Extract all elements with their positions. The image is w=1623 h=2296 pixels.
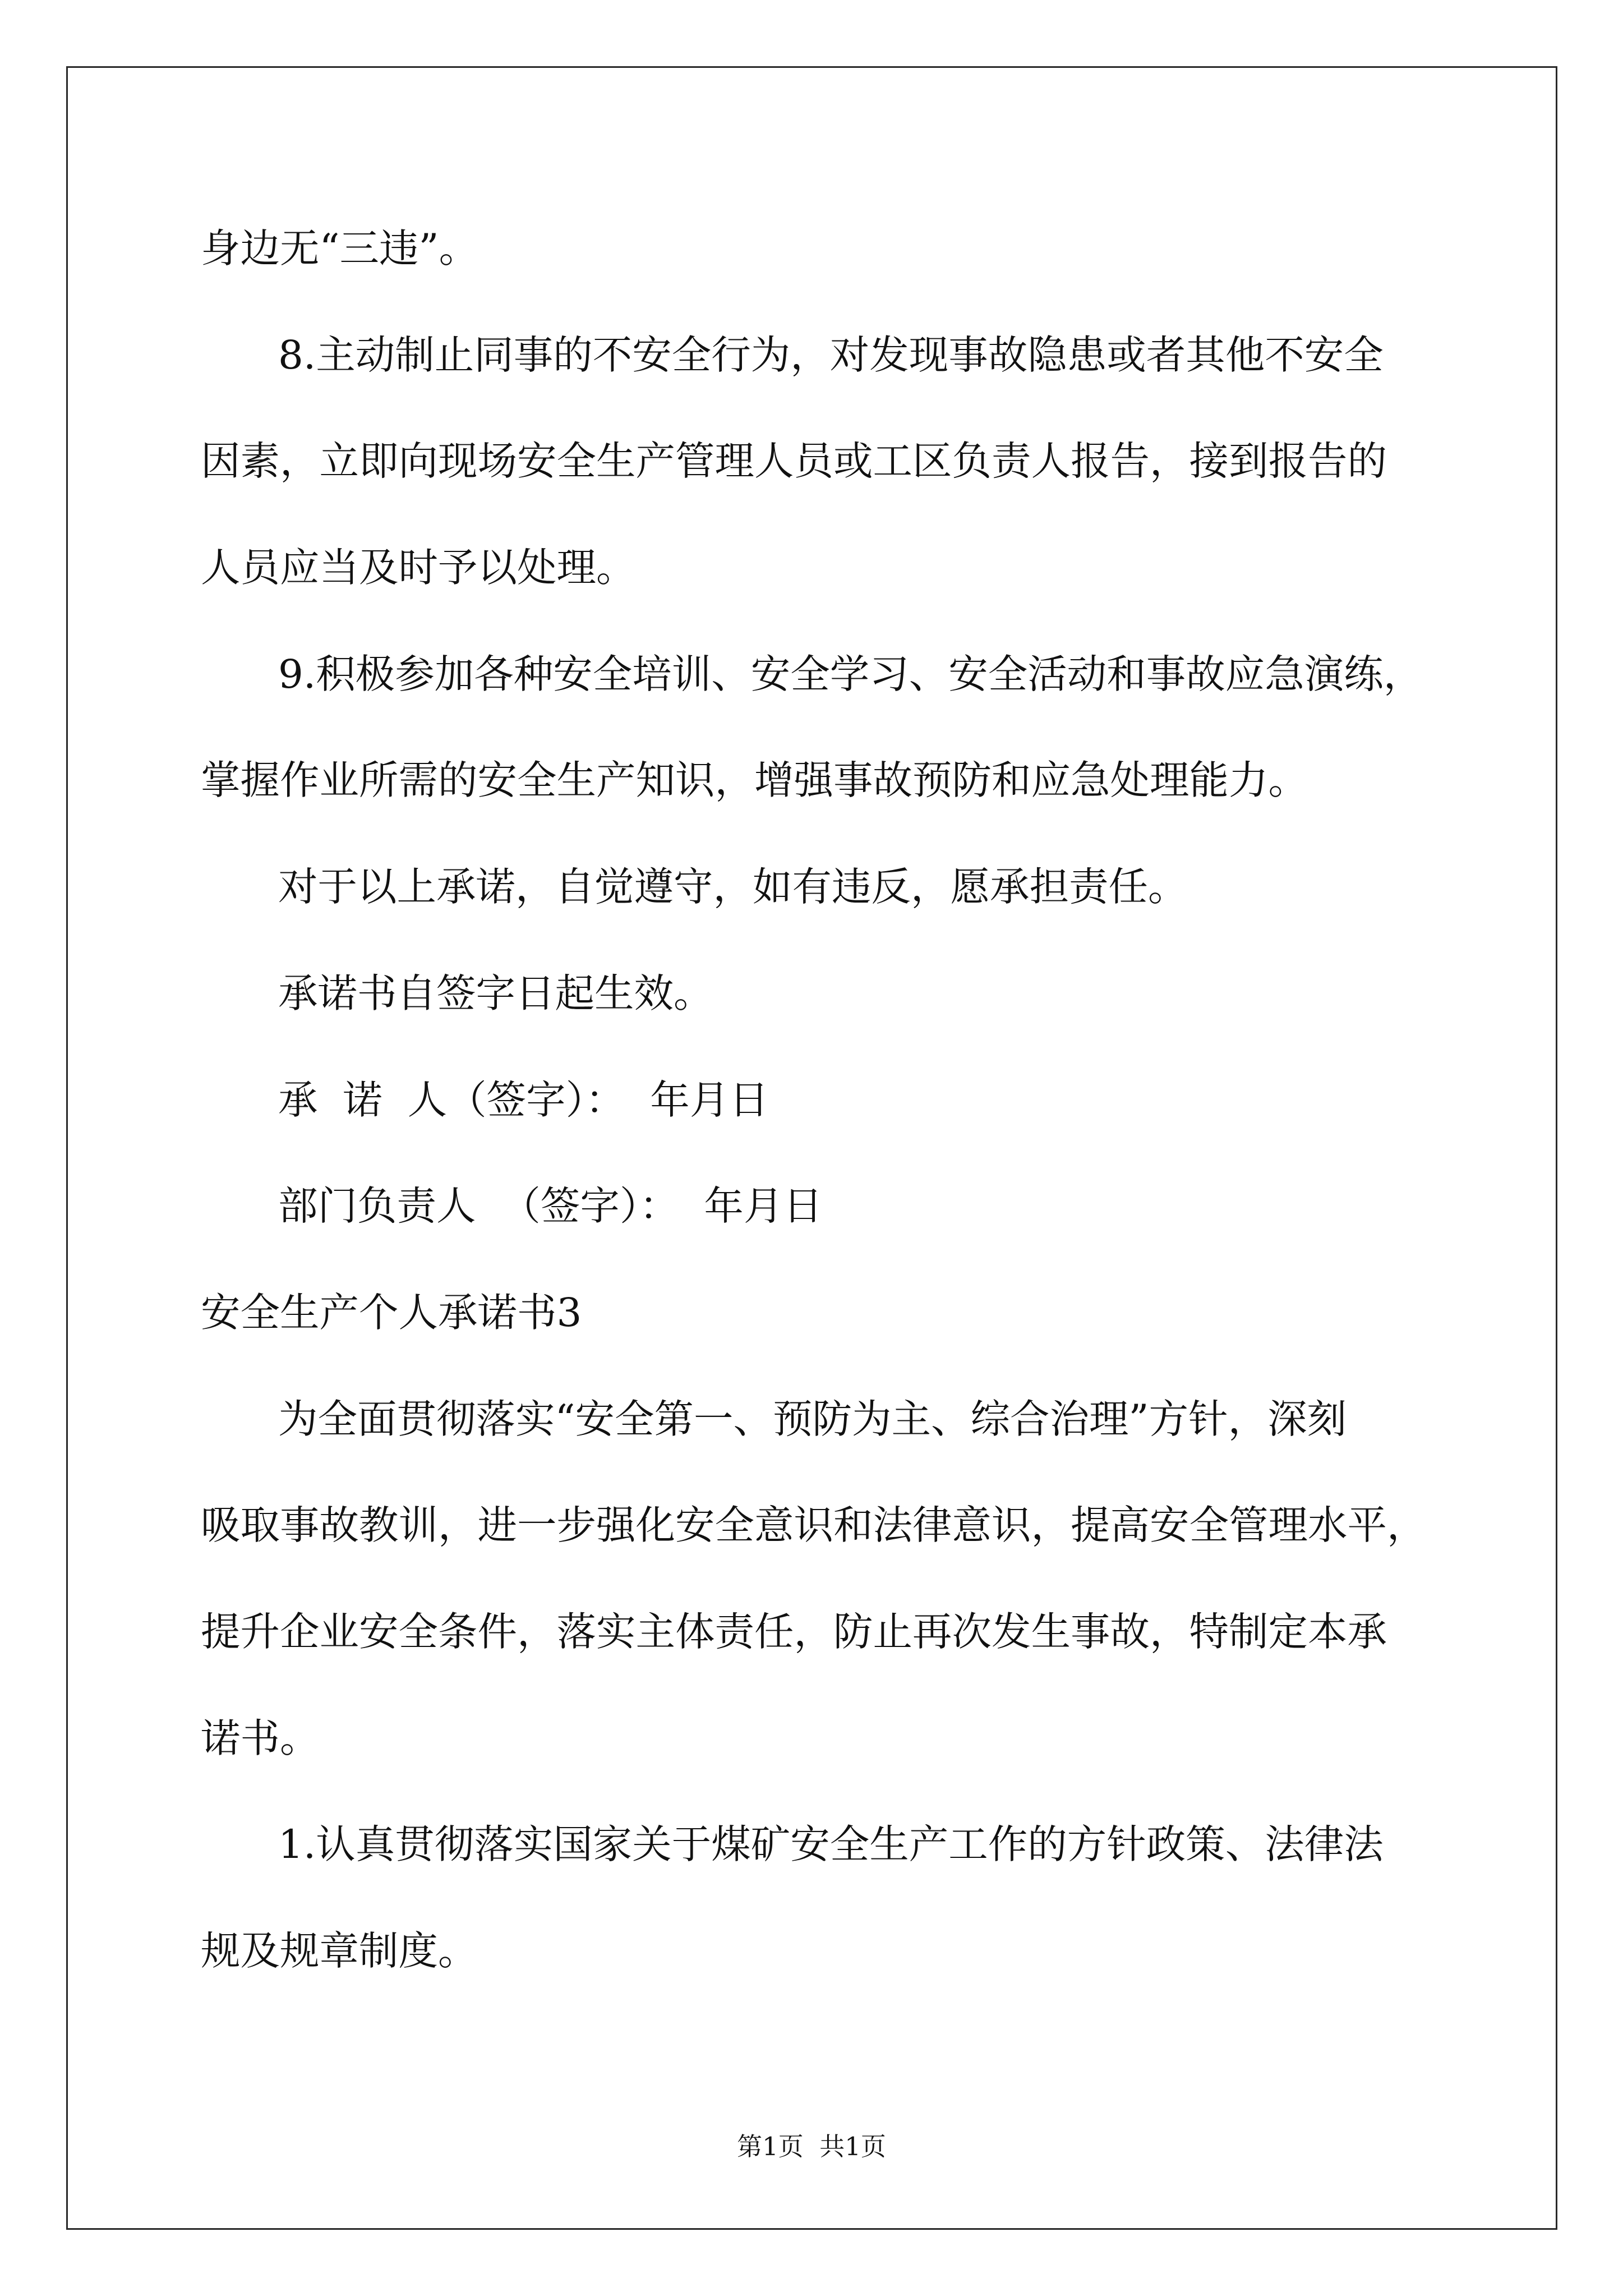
document-body (201, 196, 1536, 2005)
signature-line-promisor (201, 1047, 1536, 1154)
paragraph (201, 1792, 1536, 2004)
text-line: 为全面贯彻落实“安全第一、预防为主、综合治理”方针，深刻 (278, 1396, 1347, 1442)
paragraph (201, 941, 1536, 1047)
paragraph (201, 196, 1536, 302)
paragraph (201, 622, 1536, 834)
text-line: 掌握作业所需的安全生产知识，增强事故预防和应急处理能力。 (201, 757, 1308, 804)
text-line: 吸取事故教训，进一步强化安全意识和法律意识，提高安全管理水平， (201, 1502, 1427, 1549)
paragraph (201, 834, 1536, 941)
text-line: 身边无“三违”。 (201, 226, 479, 272)
text-line: 诺书。 (201, 1715, 320, 1761)
text-line: 9.积极参加各种安全培训、安全学习、安全活动和事故应急演练， (278, 651, 1423, 697)
signature-line-department-head (201, 1153, 1536, 1260)
text-line: 因素，立即向现场安全生产管理人员或工区负责人报告，接到报告的 (201, 438, 1387, 485)
text-line: 8.主动制止同事的不安全行为，对发现事故隐患或者其他不安全 (278, 332, 1384, 378)
text-line: 对于以上承诺，自觉遵守，如有违反，愿承担责任。 (278, 864, 1188, 910)
page-footer: 第1页 共1页 (737, 2132, 886, 2161)
text-line: 1.认真贯彻落实国家关于煤矿安全生产工作的方针政策、法律法 (278, 1821, 1384, 1868)
text-line: 提升企业安全条件，落实主体责任，防止再次发生事故，特制定本承 (201, 1608, 1387, 1655)
text-line: 规及规章制度。 (201, 1928, 478, 1974)
text-line: 部门负责人 （签字）： 年月日 (278, 1183, 823, 1230)
section-title: 安全生产个人承诺书3 (201, 1289, 582, 1336)
paragraph (201, 1366, 1536, 1792)
text-line: 人员应当及时予以处理。 (201, 545, 636, 591)
section-heading (201, 1260, 1536, 1366)
paragraph (201, 302, 1536, 622)
text-line: 承诺书自签字日起生效。 (278, 970, 713, 1016)
text-line: 承 诺 人（签字）： 年月日 (278, 1076, 769, 1123)
